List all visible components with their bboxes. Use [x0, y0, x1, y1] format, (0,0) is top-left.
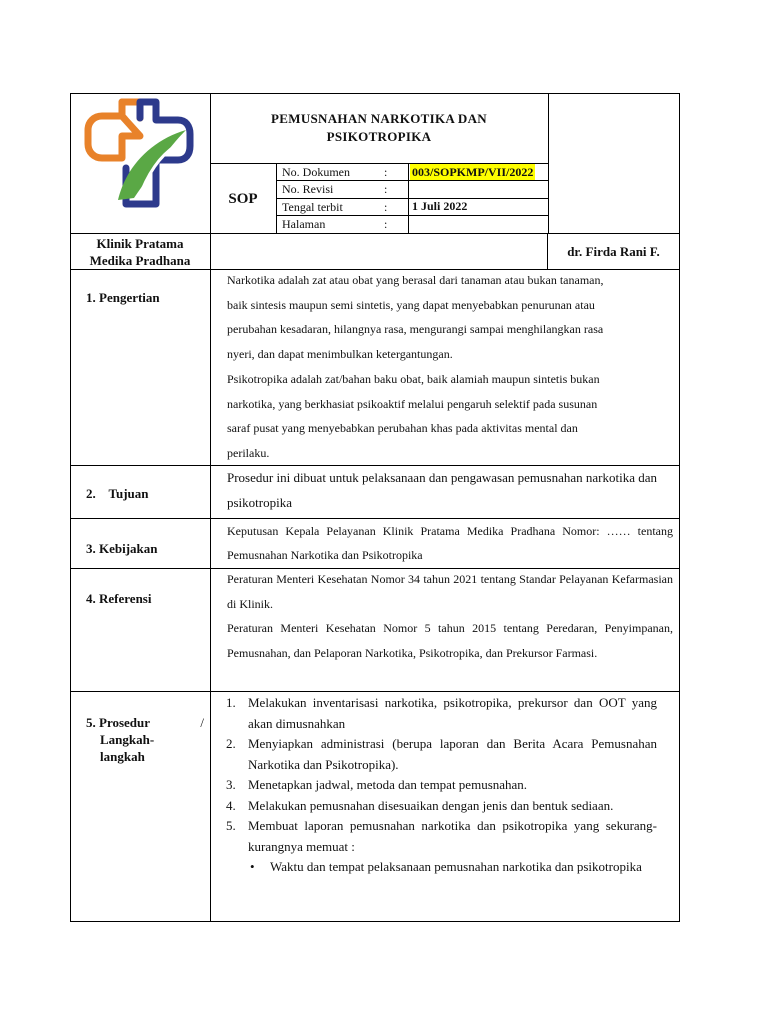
section-label-referensi: 4. Referensi	[86, 591, 152, 606]
label-part: 5. Prosedur	[86, 715, 151, 730]
bullet-text: Waktu dan tempat pelaksanaan pemusnahan narkotika dan psikotropika	[270, 859, 642, 874]
clinic-logo	[82, 96, 198, 212]
doc-field-sep: :	[384, 182, 388, 196]
doc-field-label: No. Dokumen	[282, 165, 350, 179]
text-line: saraf pusat yang menyebabkan perubahan khas pada aktivitas mental dan	[227, 421, 578, 436]
step-text: Melakukan inventarisasi narkotika, psikotropika, prekursor dan OOT yang akan dimusnahkan	[248, 695, 657, 731]
sop-label: SOP	[228, 191, 258, 207]
doc-number-value: 003/SOPKMP/VII/2022	[412, 165, 534, 179]
procedure-step	[222, 816, 657, 857]
text-line: perilaku.	[227, 445, 270, 460]
clinic-name	[70, 235, 210, 269]
table-border	[70, 921, 680, 922]
text-line: narkotika, yang berkhasiat psikoaktif melalui pengaruh selektif pada susunan	[227, 396, 598, 411]
step-number: 1.	[226, 695, 236, 710]
table-border	[679, 93, 680, 922]
table-divider	[70, 233, 680, 234]
doc-field-label: Halaman	[282, 217, 326, 231]
label-part: Langkah-	[100, 732, 155, 747]
doc-field-label: No. Revisi	[282, 182, 334, 196]
step-number: 2.	[226, 736, 236, 751]
signatory-name: dr. Firda Rani F.	[567, 244, 660, 259]
section-label-tujuan: 2. Tujuan	[86, 486, 149, 501]
text-line: Psikotropika adalah zat/bahan baku obat, baik alamiah maupun sintetis bukan	[227, 371, 600, 386]
procedure-step	[222, 693, 657, 734]
text-line: nyeri, dan dapat menimbulkan ketergantungan.	[227, 347, 453, 362]
step-number: 4.	[226, 797, 236, 813]
section-label-prosedur	[86, 714, 208, 765]
step-text: Menetapkan jadwal, metoda dan tempat pemusnahan.	[248, 777, 528, 792]
clinic-name-line-1: Klinik Pratama	[96, 236, 184, 251]
doc-field-label: Tengal terbit	[282, 200, 343, 214]
section-content-tujuan: Prosedur ini dibuat untuk pelaksanaan dan pengawasan pemusnahan narkotika dan psikotropika	[227, 470, 657, 510]
procedure-steps	[222, 693, 657, 857]
section-label-kebijakan: 3. Kebijakan	[86, 541, 158, 556]
issue-date-value: 1 Juli 2022	[412, 199, 468, 213]
section-label-pengertian: 1. Pengertian	[86, 290, 160, 305]
step-text: Menyiapkan administrasi (berupa laporan dan Berita Acara Pemusnahan Narkotika dan Psikotropika).	[248, 736, 657, 772]
document-title	[210, 110, 548, 146]
table-border	[70, 93, 680, 94]
clinic-name-line-2: Medika Pradhana	[89, 253, 191, 268]
label-slash: /	[200, 715, 204, 730]
reference-item: Peraturan Menteri Kesehatan Nomor 34 tahun 2021 tentang Standar Pelayanan Kefarmasian di Klinik.	[227, 572, 673, 611]
step-text: Melakukan pemusnahan disesuaikan dengan jenis dan bentuk sediaan.	[248, 797, 614, 813]
label-part: langkah	[100, 749, 145, 764]
section-content-prosedur	[222, 693, 657, 878]
procedure-bullet	[222, 857, 657, 878]
text-line: Narkotika adalah zat atau obat yang berasal dari tanaman atau bukan tanaman,	[227, 273, 604, 287]
section-content-kebijakan: Keputusan Kepala Pelayanan Klinik Pratama Medika Pradhana Nomor: …… tentang Pemusnahan Narkotika dan Psikotropika	[227, 524, 673, 562]
table-divider	[70, 691, 680, 692]
doc-field-sep: :	[384, 165, 388, 179]
step-text: Membuat laporan pemusnahan narkotika dan psikotropika yang sekurang-kurangnya memuat :	[248, 818, 657, 854]
text-line: baik sintesis maupun semi sintetis, yang dapat menyebabkan penurunan atau	[227, 297, 595, 312]
procedure-step	[222, 775, 657, 796]
bullet-dot-icon: •	[250, 859, 255, 874]
title-line-2: PSIKOTROPIKA	[326, 129, 432, 144]
medical-cross-leaf-logo-icon	[82, 96, 198, 212]
step-number: 5.	[226, 818, 236, 833]
reference-item: Peraturan Menteri Kesehatan Nomor 5 tahun 2015 tentang Peredaran, Penyimpanan, Pemusnahan, dan Pelaporan Narkotika, Psikotropika, dan Prekursor Farmasi.	[227, 621, 673, 661]
step-number: 3.	[226, 777, 236, 792]
procedure-step	[222, 796, 657, 817]
doc-field-sep: :	[384, 200, 388, 214]
doc-field-sep: :	[384, 217, 388, 231]
table-divider	[210, 93, 211, 922]
procedure-step	[222, 734, 657, 775]
table-divider	[548, 93, 549, 233]
section-content-pengertian	[227, 268, 677, 466]
text-line: perubahan kesadaran, hilangnya rasa, mengurangi sampai menghilangkan rasa	[227, 322, 604, 337]
title-line-1: PEMUSNAHAN NARKOTIKA DAN	[271, 111, 487, 126]
section-content-referensi	[227, 567, 673, 666]
table-border	[70, 93, 71, 922]
